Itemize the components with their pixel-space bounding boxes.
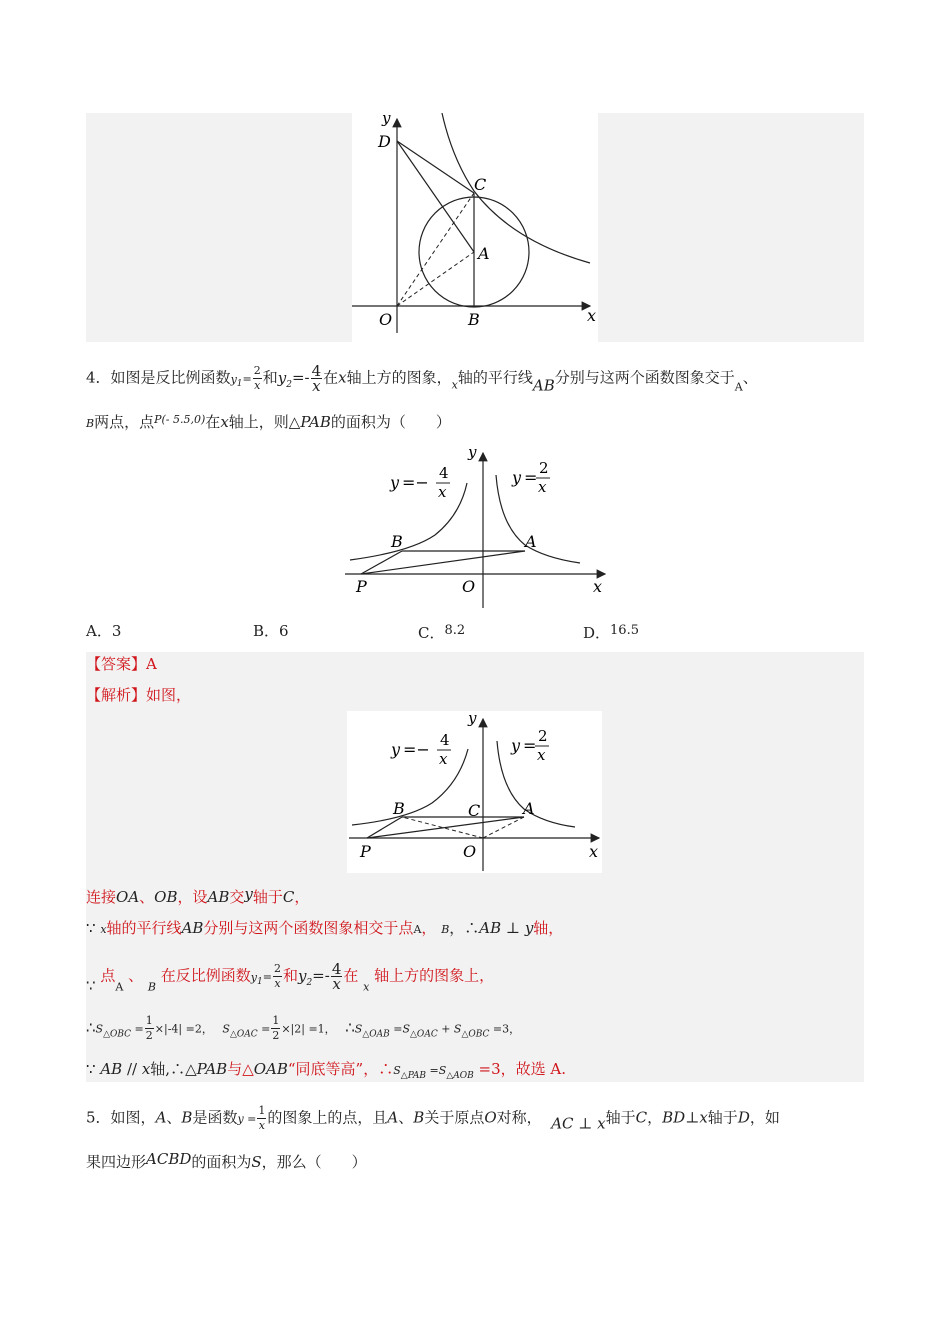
q4-frac2: $\frac{4}{x}$ bbox=[311, 362, 322, 395]
top-hyperbola bbox=[442, 113, 590, 263]
q4-text: 的面积为（ ） bbox=[330, 413, 451, 431]
sol-label-o: O bbox=[463, 842, 477, 861]
sol-eq-right-eq: = bbox=[523, 736, 537, 755]
q4-label-o: O bbox=[462, 577, 476, 596]
sol-label-c: C bbox=[468, 801, 481, 820]
q4-number: 4． bbox=[86, 368, 111, 387]
q4-text: 两点，点 bbox=[94, 413, 155, 431]
answer-line bbox=[86, 653, 157, 675]
q4-line-1 bbox=[86, 364, 758, 399]
q4-eq1: = bbox=[242, 372, 252, 386]
top-line-oc bbox=[397, 193, 474, 306]
sol-eq-left-y: y bbox=[391, 740, 401, 759]
top-line-oa bbox=[397, 252, 474, 306]
top-label-c: C bbox=[474, 175, 487, 194]
q4-eq2: =- bbox=[291, 368, 310, 387]
sol-eq-right-y: y bbox=[511, 736, 521, 755]
sol-line-3: ∵ 点$_A$ 、 $_B$ 在反比例函数$y_1=$ $\frac{2}{x}$ 和$y_2=-$ $\frac{4}{x}$ 在 $_x$ 轴上方的图象上， bbox=[86, 960, 495, 995]
q5-line-2: 果四边形ACBD的面积为S，那么（ ） bbox=[86, 1150, 367, 1171]
q4-eq-right-eq: = bbox=[524, 468, 538, 487]
q4-line-pa bbox=[361, 551, 525, 574]
top-label-d: D bbox=[378, 132, 391, 151]
q4-point-b: B bbox=[86, 417, 95, 430]
analysis-label: 【解析】 bbox=[86, 686, 147, 704]
option-b: B．6 bbox=[253, 622, 289, 640]
q4-text: 、 bbox=[742, 368, 758, 387]
option-a: A．3 bbox=[86, 622, 122, 640]
q4-label-x: x bbox=[593, 577, 603, 596]
q4-x: x bbox=[220, 413, 229, 431]
q4-eq-right-den: x bbox=[538, 478, 547, 496]
sol-line-pa bbox=[367, 817, 524, 838]
q4-y1: $y_1$ bbox=[230, 372, 243, 389]
q4-text: 在 bbox=[205, 413, 221, 431]
sol-line-2: ∵ x轴的平行线AB分别与这两个函数图象相交于点A， B，∴AB ⊥ y轴， bbox=[86, 919, 564, 937]
q4-eq-left-den: x bbox=[438, 483, 447, 501]
q4-point-p: P(- 5.5,0) bbox=[154, 413, 206, 426]
q4-text: 如图是反比例函数 bbox=[110, 368, 231, 387]
q4-y2: $y_2$ bbox=[277, 368, 292, 390]
q4-label-y: y bbox=[468, 445, 477, 461]
top-label-y: y bbox=[382, 113, 391, 127]
top-label-x: x bbox=[587, 306, 597, 325]
q4-text: 分别与这两个函数图象交于 bbox=[554, 368, 735, 387]
sol-label-p: P bbox=[360, 842, 371, 861]
q4-eq-left-num: 4 bbox=[439, 464, 449, 482]
q4-eq-right-y: y bbox=[512, 468, 522, 487]
q4-label-b: B bbox=[391, 532, 403, 551]
analysis-text: 如图， bbox=[146, 686, 192, 704]
sol-line-1: 连接OA、OB，设AB交y轴于C， bbox=[86, 885, 310, 906]
q4-eq-left-eq: =− bbox=[402, 473, 429, 492]
q4-text: 轴的平行线 bbox=[457, 368, 533, 387]
q4-line-2 bbox=[86, 409, 451, 435]
q4-eq-left-y: y bbox=[390, 473, 400, 492]
q4-point-a: A bbox=[734, 380, 743, 394]
q4-eq-right-num: 2 bbox=[539, 459, 549, 477]
solution-figure-diagram bbox=[347, 711, 602, 873]
top-line-da bbox=[397, 141, 474, 252]
sol-label-x: x bbox=[589, 842, 599, 861]
q4-frac1: $\frac{2}{x}$ bbox=[253, 364, 261, 392]
q4-pab: PAB bbox=[300, 413, 331, 431]
q4-ab: AB bbox=[532, 376, 555, 395]
q5-number: 5． bbox=[86, 1108, 111, 1127]
q4-left-curve bbox=[350, 483, 467, 560]
analysis-line bbox=[86, 684, 191, 706]
sol-eq-left-den: x bbox=[439, 750, 448, 768]
q4-and: 和 bbox=[262, 368, 278, 387]
option-c: C．8.2 bbox=[418, 623, 466, 642]
sol-label-b: B bbox=[393, 799, 405, 818]
answer-label: 【答案】 bbox=[86, 655, 147, 673]
sol-eq-left-eq: =− bbox=[403, 740, 430, 759]
sol-eq-left-num: 4 bbox=[440, 731, 450, 749]
q5-line-1: 5．如图，A、B是函数y = $\frac{1}{x}$ 的图象上的点，且A、B关于原点O对称， AC ⊥ x轴于C，BD⊥x轴于D，如 bbox=[86, 1104, 780, 1133]
top-figure-diagram bbox=[352, 113, 598, 342]
top-line-dc bbox=[397, 141, 474, 193]
sol-eq-right-num: 2 bbox=[538, 727, 548, 745]
q4-label-a: A bbox=[525, 532, 537, 551]
q4-text: 在 bbox=[323, 368, 339, 387]
q4-figure-diagram bbox=[340, 445, 612, 610]
sol-label-y: y bbox=[468, 711, 477, 727]
q4-label-p: P bbox=[356, 577, 367, 596]
sol-left-curve bbox=[352, 749, 468, 825]
top-label-b: B bbox=[468, 310, 480, 329]
q4-text: 轴上方的图象， bbox=[346, 368, 452, 387]
answer-value: A bbox=[146, 655, 157, 673]
sol-line-5: ∵ AB // x轴,∴△PAB与△OAB“同底等高”，$\therefore S_{\triangle PAB} =S_{\triangle AOB} =3$，故选 A. bbox=[86, 1060, 566, 1081]
option-d: D．16.5 bbox=[583, 623, 639, 642]
q4-x: x bbox=[338, 368, 347, 387]
top-label-o: O bbox=[379, 310, 393, 329]
q4-text: 轴上，则△ bbox=[228, 413, 301, 431]
sol-label-a: A bbox=[523, 799, 535, 818]
top-label-a: A bbox=[478, 244, 490, 263]
q4-x: x bbox=[451, 378, 458, 392]
sol-line-4: $\therefore S_{\triangle OBC}$ = $\frac{1}{2}$ ×|-4| =2， $S_{\triangle OAC}$ = $\frac{1}{2}$ ×|2| =1， $\therefore S_{\triangle OAB} =S_{\triangle OAC} + S_{\triangle OBC} =3$， bbox=[86, 1014, 521, 1042]
sol-eq-right-den: x bbox=[537, 746, 546, 764]
